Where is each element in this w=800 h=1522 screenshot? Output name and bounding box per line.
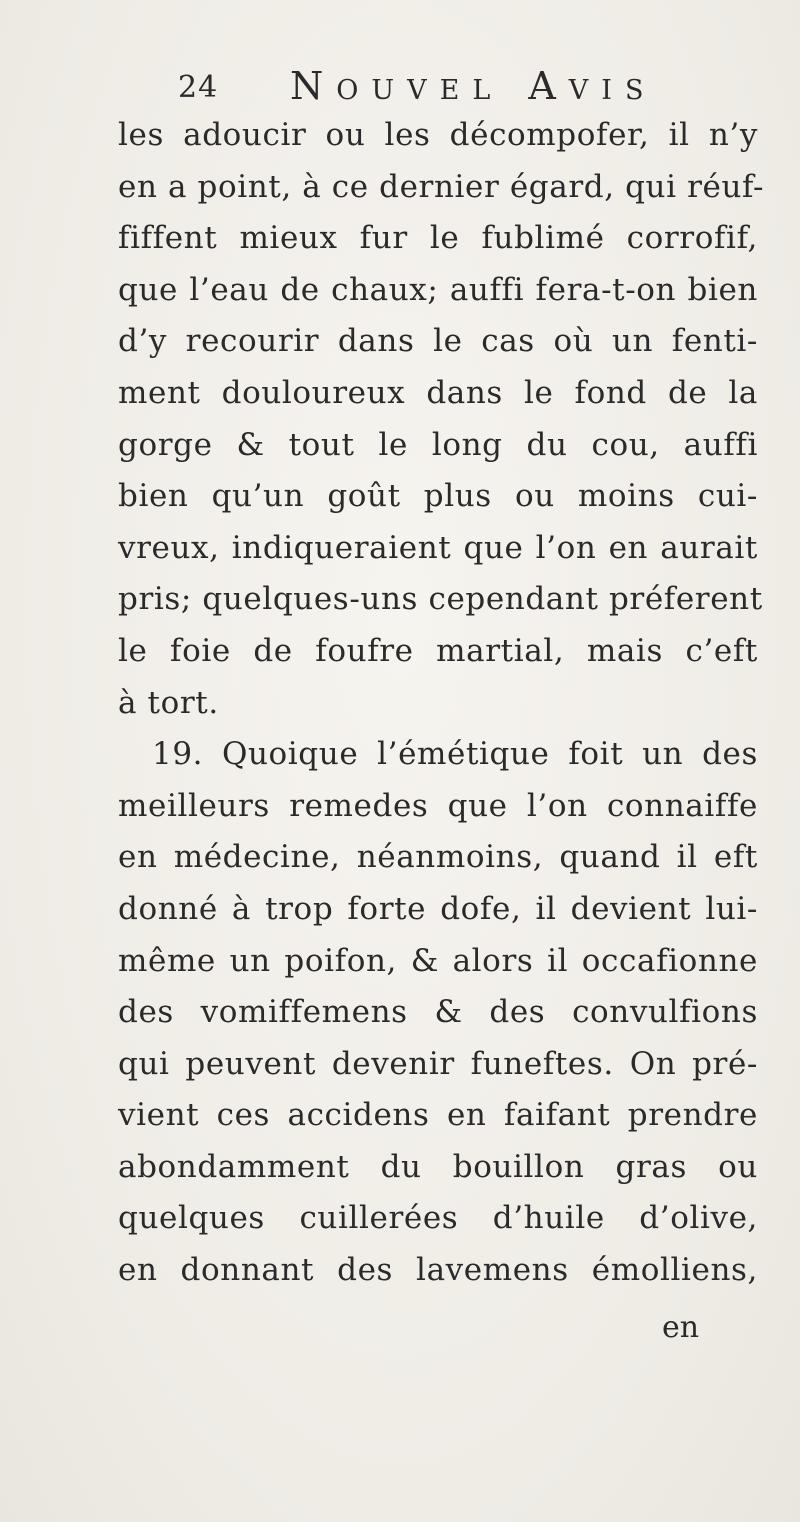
text-line: gorge & tout le long du cou, auffi (118, 426, 758, 463)
text-line: vient ces accidens en faifant prendre (118, 1097, 758, 1134)
text-line: vreux, indiqueraient que l’on en aurait (118, 529, 758, 566)
text-line: en a point, à ce dernier égard, qui réuf- (118, 168, 765, 205)
text-line: pris; quelques-uns cependant préferent (118, 581, 763, 618)
text-line: même un poifon, & alors il occafionne (118, 942, 758, 979)
text-line: bien qu’un goût plus ou moins cui- (118, 478, 758, 515)
text-line: qui peuvent devenir funeftes. On pré- (118, 1045, 758, 1082)
text-line: le foie de foufre martial, mais c’eft (118, 632, 758, 669)
text-line: 19. Quoique l’émétique foit un des (152, 736, 758, 773)
catchword: en (662, 1310, 700, 1345)
text-line: des vomiffemens & des convulfions (118, 994, 758, 1031)
body-text (118, 110, 765, 1297)
running-title: Nouvel Avis (290, 64, 657, 108)
text-line: quelques cuillerées d’huile d’olive, (118, 1200, 758, 1237)
text-line: les adoucir ou les décompofer, il n’y (118, 117, 758, 153)
text-line: d’y recourir dans le cas où un fenti- (118, 323, 758, 360)
text-line: donné à trop forte dofe, il devient lui- (118, 890, 758, 927)
page-number: 24 (178, 70, 219, 105)
text-line: en donnant des lavemens émolliens, (118, 1252, 758, 1289)
text-line: à tort. (118, 684, 219, 721)
text-line: meilleurs remedes que l’on connaiffe (118, 787, 758, 824)
text-line: que l’eau de chaux; auffi fera-t-on bien (118, 271, 758, 308)
text-line: fiffent mieux fur le fublimé corrofif, (118, 220, 758, 257)
text-line: en médecine, néanmoins, quand il eft (118, 839, 758, 876)
text-line: abondamment du bouillon gras ou (118, 1148, 758, 1185)
page-header (178, 64, 698, 114)
text-line: ment douloureux dans le fond de la (118, 374, 758, 411)
